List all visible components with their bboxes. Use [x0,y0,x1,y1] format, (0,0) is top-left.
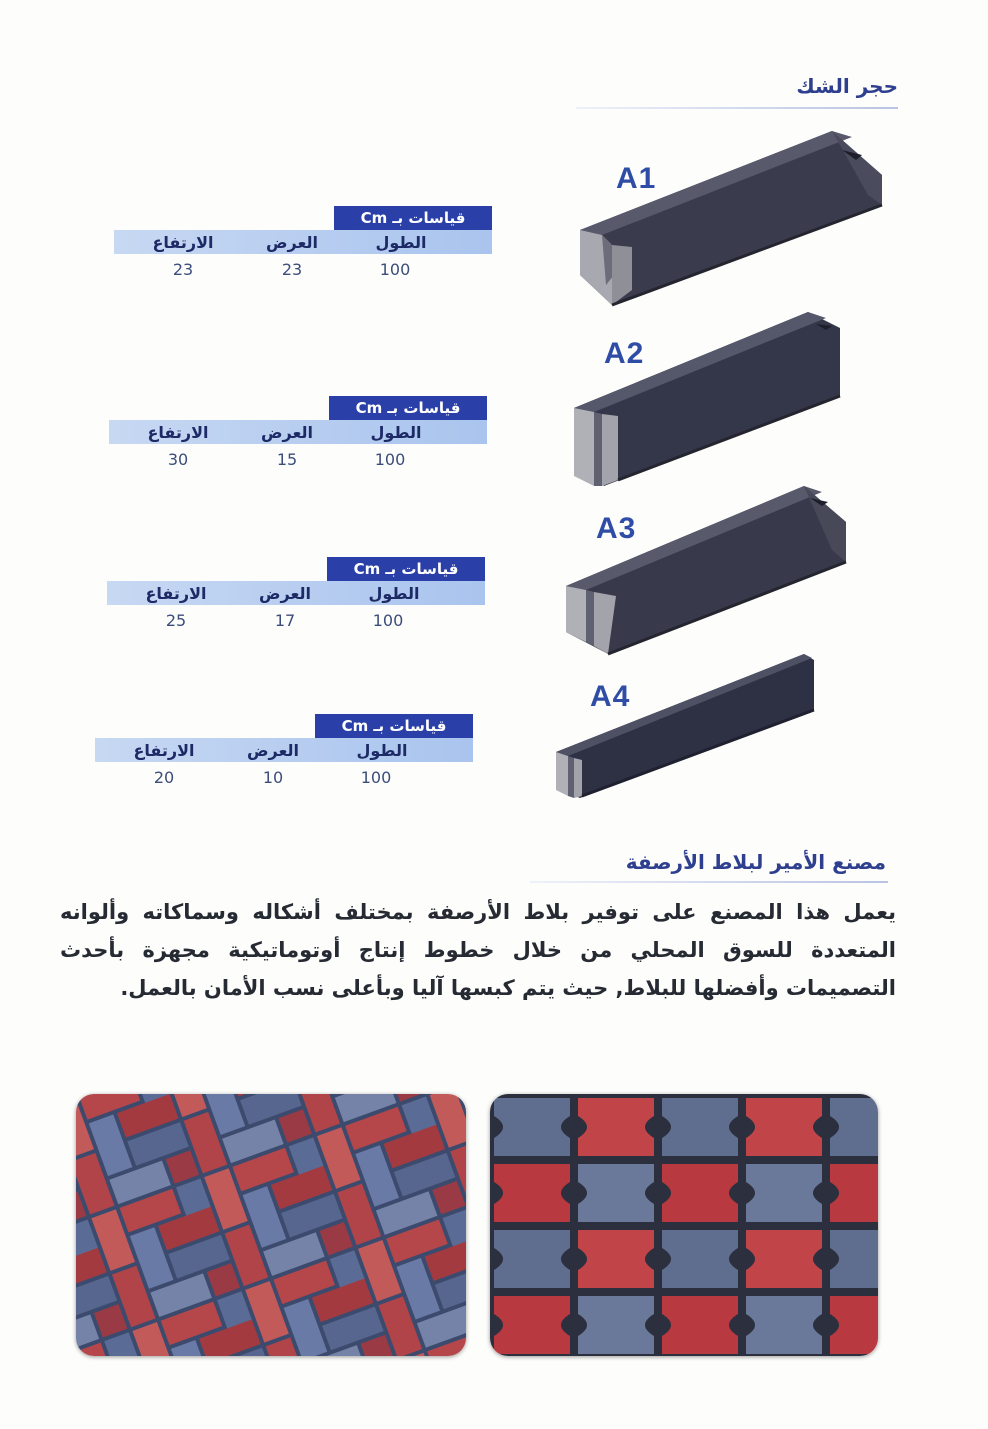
spec-badge: قياسات بـ Cm [315,714,473,738]
spec-badge: قياسات بـ Cm [327,557,485,581]
spec-value-height: 23 [172,260,194,279]
spec-value-width: 23 [281,260,303,279]
spec-header-width: العرض [259,584,311,603]
spec-badge: قياسات بـ Cm [329,396,487,420]
section-title-underline [576,107,898,109]
section-title-factory: مصنع الأمير لبلاط الأرصفة [625,850,886,874]
spec-header-height: الارتفاع [152,233,214,252]
spec-header-length: الطول [370,423,422,442]
herringbone-paving-photo [76,1094,466,1356]
kerb-label-a1: A1 [616,162,657,195]
spec-value-length: 100 [379,260,411,279]
kerbstone-a1-image [572,125,890,315]
interlocking-paving-photo [490,1094,878,1356]
spec-value-height: 30 [167,450,189,469]
spec-value-height: 20 [153,768,175,787]
spec-value-width: 15 [276,450,298,469]
kerb-label-a3: A3 [596,512,637,545]
spec-value-length: 100 [372,611,404,630]
spec-value-length: 100 [360,768,392,787]
spec-header-width: العرض [266,233,318,252]
kerb-label-a4: A4 [590,680,631,713]
spec-header-height: الارتفاع [147,423,209,442]
spec-header-length: الطول [356,741,408,760]
kerbstone-a4-image [552,650,820,800]
kerbstone-a3-image [560,482,850,660]
spec-header-width: العرض [261,423,313,442]
spec-value-width: 17 [274,611,296,630]
spec-header-height: الارتفاع [133,741,195,760]
spec-header-height: الارتفاع [145,584,207,603]
section-title-underline-2 [530,881,888,883]
kerb-label-a2: A2 [604,337,645,370]
spec-header-length: الطول [375,233,427,252]
kerbstone-a2-image [568,308,848,490]
spec-badge: قياسات بـ Cm [334,206,492,230]
spec-value-width: 10 [262,768,284,787]
spec-value-height: 25 [165,611,187,630]
spec-header-length: الطول [368,584,420,603]
section-title-kerbstones: حجر الشك [796,74,898,98]
factory-description: يعمل هذا المصنع على توفير بلاط الأرصفة بمختلف أشكاله وسماكاته وألوانه المتعددة للسوق المحلي من خلال خطوط إنتاج أوتوماتيكية مجهزة بأحدث التصميمات وأفضلها للبلاط, حيث يتم كبسها آليا وبأعلى نسب الأمان بالعمل. [60,900,896,1000]
spec-header-width: العرض [247,741,299,760]
spec-value-length: 100 [374,450,406,469]
